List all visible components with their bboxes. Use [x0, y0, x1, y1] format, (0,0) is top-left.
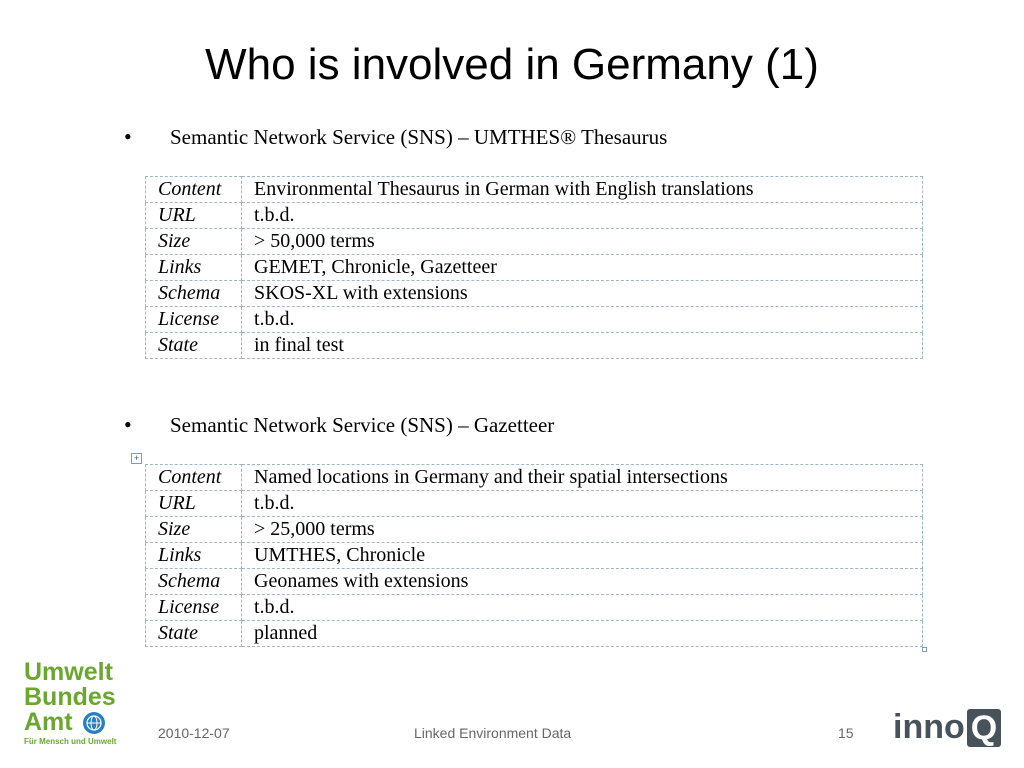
table-row: [146, 569, 923, 595]
row-value: SKOS-XL with extensions: [242, 281, 923, 307]
row-key: URL: [146, 203, 242, 229]
umweltbundesamt-logo: [24, 660, 134, 746]
row-key: Links: [146, 543, 242, 569]
innoq-logo-q: Q: [967, 709, 1001, 747]
table-row: [146, 333, 923, 359]
row-value: Named locations in Germany and their spatial intersections: [242, 465, 923, 491]
row-key: License: [146, 595, 242, 621]
bullet-icon: •: [124, 412, 132, 437]
section-heading-thesaurus: [124, 124, 667, 150]
row-value: UMTHES, Chronicle: [242, 543, 923, 569]
row-key: License: [146, 307, 242, 333]
table-move-handle-icon[interactable]: +: [131, 453, 142, 464]
thesaurus-table: [145, 176, 923, 359]
table-row: [146, 491, 923, 517]
un-globe-icon: [83, 712, 105, 734]
innoq-logo: [893, 708, 1001, 747]
table-row: [146, 229, 923, 255]
footer-title: Linked Environment Data: [414, 725, 572, 741]
logo-tagline: Für Mensch und Umwelt: [24, 737, 117, 746]
row-key: Size: [146, 229, 242, 255]
innoq-logo-text: inno: [893, 708, 965, 746]
table-row: [146, 543, 923, 569]
row-value: t.b.d.: [242, 203, 923, 229]
row-value: Geonames with extensions: [242, 569, 923, 595]
logo-line-1: Umwelt: [24, 658, 113, 686]
row-value: t.b.d.: [242, 307, 923, 333]
page-number: 15: [838, 725, 854, 741]
row-key: Size: [146, 517, 242, 543]
footer-date: 2010-12-07: [158, 725, 230, 741]
row-value: Environmental Thesaurus in German with English translations: [242, 177, 923, 203]
table-row: [146, 281, 923, 307]
row-value: t.b.d.: [242, 595, 923, 621]
row-key: Content: [146, 177, 242, 203]
logo-line-2: Bundes: [24, 683, 116, 711]
row-value: > 25,000 terms: [242, 517, 923, 543]
table-row: [146, 255, 923, 281]
row-key: State: [146, 333, 242, 359]
bullet-icon: •: [124, 124, 132, 149]
row-value: t.b.d.: [242, 491, 923, 517]
table-row: [146, 307, 923, 333]
row-key: State: [146, 621, 242, 647]
section-heading-gazetteer: [124, 412, 554, 438]
table-row: [146, 621, 923, 647]
table-row: [146, 203, 923, 229]
slide-title: Who is involved in Germany (1): [205, 40, 819, 89]
row-key: Content: [146, 465, 242, 491]
logo-line-3: Amt: [24, 708, 73, 736]
row-key: Schema: [146, 281, 242, 307]
section-heading-text: Semantic Network Service (SNS) – Gazetteer: [170, 412, 555, 437]
table-row: [146, 595, 923, 621]
table-row: [146, 465, 923, 491]
table-row: [146, 517, 923, 543]
gazetteer-table: [145, 464, 923, 647]
row-value: in final test: [242, 333, 923, 359]
row-key: Schema: [146, 569, 242, 595]
row-value: planned: [242, 621, 923, 647]
row-value: GEMET, Chronicle, Gazetteer: [242, 255, 923, 281]
row-key: URL: [146, 491, 242, 517]
row-value: > 50,000 terms: [242, 229, 923, 255]
table-resize-handle-icon[interactable]: [922, 647, 927, 652]
table-row: [146, 177, 923, 203]
row-key: Links: [146, 255, 242, 281]
section-heading-text: Semantic Network Service (SNS) – UMTHES® Thesaurus: [170, 124, 668, 149]
